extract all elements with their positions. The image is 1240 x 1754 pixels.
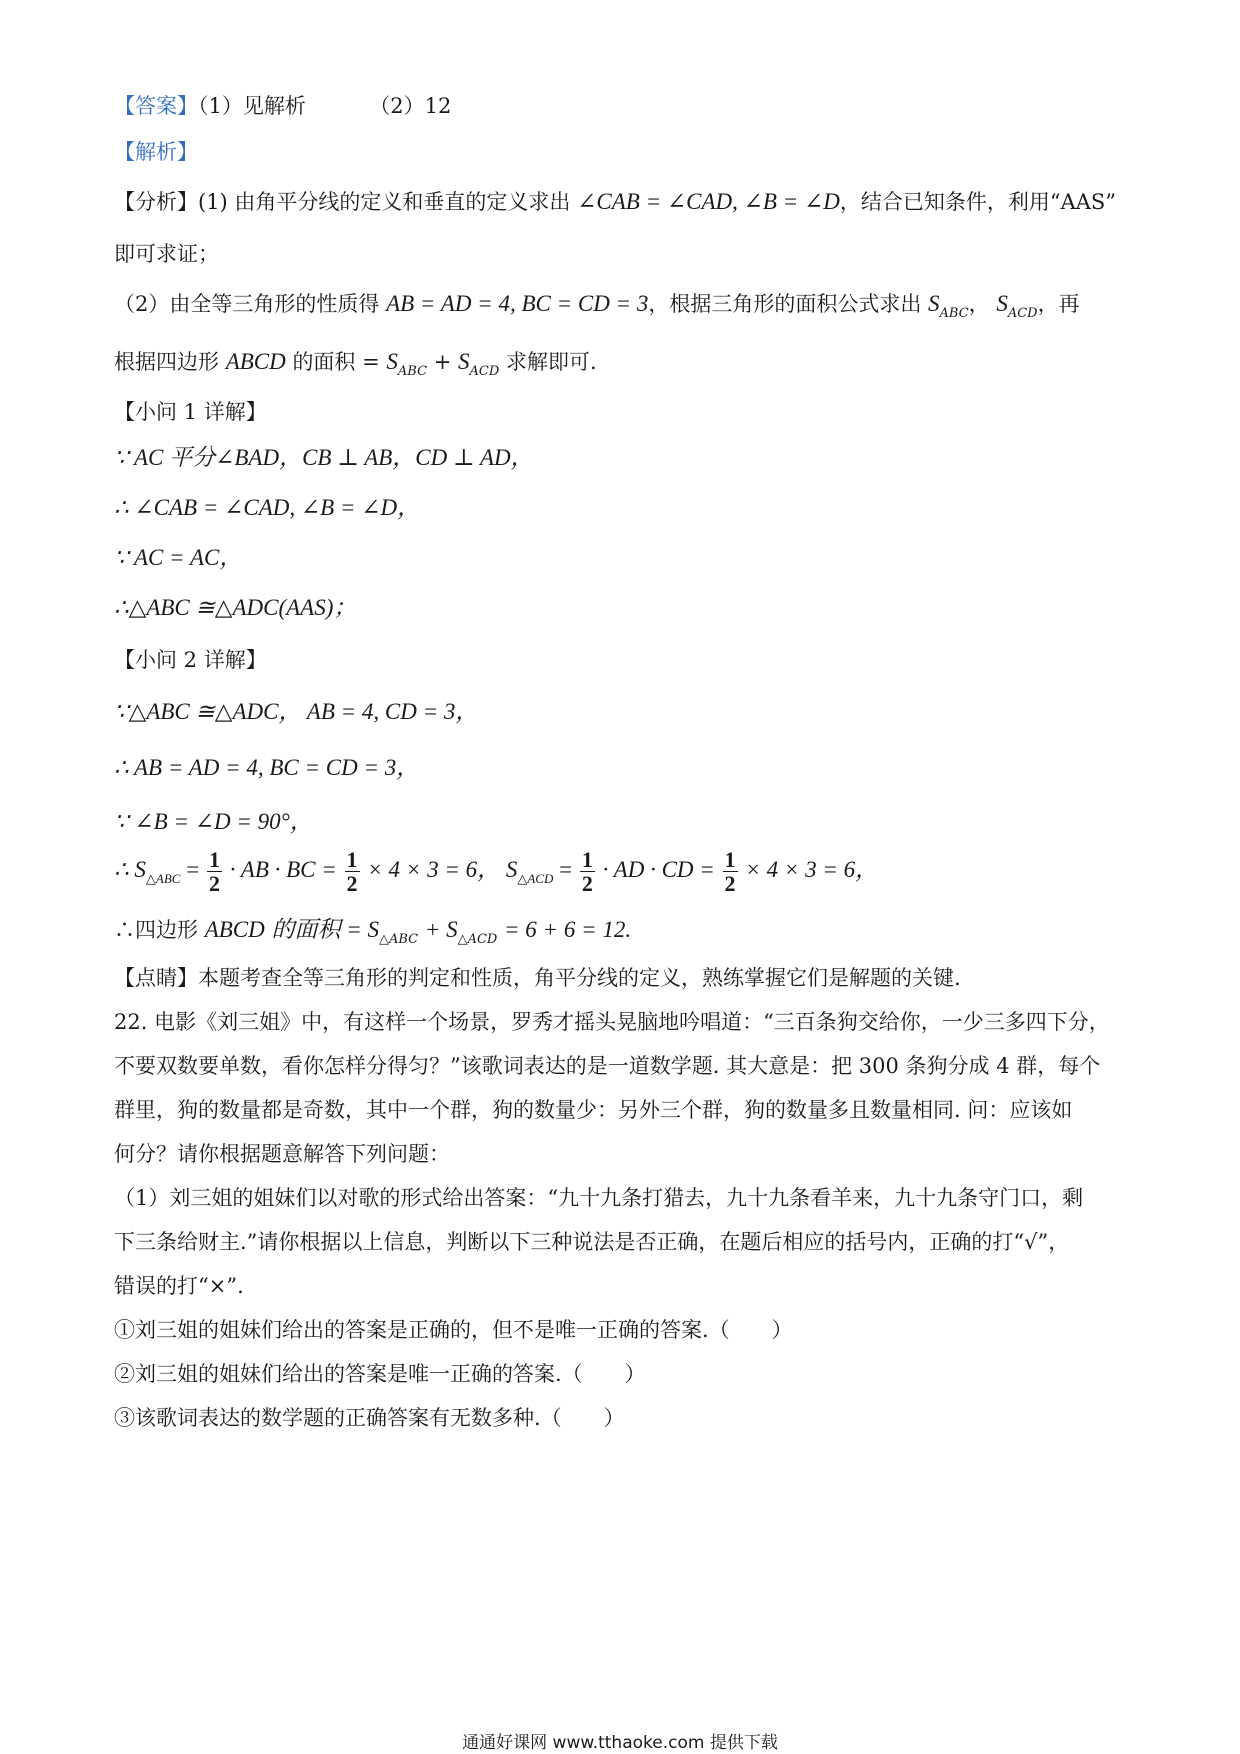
- fenxi-l1-math: ∠CAB = ∠CAD, ∠B = ∠D: [577, 189, 840, 214]
- q2-line-2: ∴ AB = AD = 4, BC = CD = 3，: [114, 755, 420, 780]
- fenxi-l3-text: （2）由全等三角形的性质得: [114, 292, 380, 316]
- q2-tag: 【小问 2 详解】: [114, 648, 267, 672]
- fenxi-l3-s2: S: [996, 291, 1008, 316]
- fenxi-l4-tail: 求解即可.: [505, 350, 597, 374]
- frac4-num: 1: [724, 847, 736, 872]
- q2-l4-sub2: △ACD: [517, 870, 554, 886]
- fenxi-l3-sep: ，: [968, 292, 990, 316]
- q2-l4-e: × 4 × 3 = 6，: [745, 856, 879, 882]
- analysis-tag: 【解析】: [114, 140, 198, 164]
- fenxi-l3-s1: S: [928, 291, 940, 316]
- frac3-den: 2: [581, 871, 593, 897]
- problem22-line-2: 不要双数要单数，看你怎样分得匀？”该歌词表达的是一道数学题. 其大意是：把 300 条狗分成 4 群，每个: [114, 1054, 1101, 1078]
- fraction-half-3: [580, 848, 595, 895]
- fenxi-l3-mid: ，根据三角形的面积公式求出: [648, 292, 922, 316]
- answer-line: [114, 96, 451, 117]
- fraction-half-2: [345, 848, 360, 895]
- q2-l4-sub1: △ABC: [145, 870, 181, 886]
- frac2-num: 1: [346, 847, 358, 872]
- fenxi-line-1: [114, 190, 1116, 213]
- dianjing-line: [114, 968, 961, 989]
- q1-line-4: ∴△ABC ≅△ADC(AAS)；: [114, 595, 357, 620]
- page-footer: 通通好课网 www.tthaoke.com 提供下载: [462, 1733, 778, 1753]
- q2-l4-c: × 4 × 3 = 6， S: [367, 856, 518, 882]
- fenxi-l4-plus: +: [433, 350, 452, 374]
- fenxi-l4-text: 根据四边形: [114, 350, 219, 374]
- q2-l4-b: · AB · BC =: [229, 856, 337, 882]
- fraction-half-4: [723, 848, 738, 895]
- answer-tag: 【答案】: [114, 94, 198, 118]
- q2-l4-eq2: =: [559, 856, 573, 882]
- fenxi-l3-tail: ，再: [1037, 292, 1080, 316]
- q1-tag: 【小问 1 详解】: [114, 400, 267, 424]
- dianjing-text: 本题考查全等三角形的判定和性质，角平分线的定义，熟练掌握它们是解题的关键.: [198, 966, 961, 990]
- q2-l5-c: + S: [424, 917, 458, 942]
- fenxi-line-3: [114, 291, 1080, 321]
- problem22-line-7: 错误的打“×”.: [114, 1274, 244, 1298]
- fenxi-l4-s1-sub: ABC: [397, 364, 428, 379]
- fenxi-l4-s2-sub: ACD: [469, 364, 500, 379]
- q2-l4-eq1: =: [186, 856, 200, 882]
- fenxi-line-2: 即可求证；: [114, 242, 219, 266]
- fenxi-tag: 【分析】: [114, 190, 198, 214]
- q2-l5-sub2: △ACD: [457, 932, 498, 947]
- q2-line-5: [114, 917, 632, 947]
- q1-line-2: ∴ ∠CAB = ∠CAD, ∠B = ∠D，: [114, 495, 421, 520]
- fenxi-l4-abcd: ABCD: [225, 349, 286, 374]
- q2-l4-start: ∴ S: [114, 856, 146, 882]
- frac4-den: 2: [724, 871, 736, 897]
- q2-line-3: ∵ ∠B = ∠D = 90°，: [114, 809, 313, 834]
- problem22-line-3: 群里，狗的数量都是奇数，其中一个群，狗的数量少：另外三个群，狗的数量多且数量相同. 问：应该如: [114, 1098, 1073, 1122]
- dianjing-tag: 【点睛】: [114, 966, 198, 990]
- q2-l5-start: ∴四边形: [114, 918, 198, 942]
- q2-line-4: [114, 848, 878, 895]
- answer-part1: （1）见解析: [198, 94, 306, 118]
- problem22-line-1: 22. 电影《刘三姐》中，有这样一个场景，罗秀才摇头晃脑地吟唱道：“三百条狗交给你，一少三多四下分，: [114, 1010, 1110, 1034]
- problem22-item-1: ①刘三姐的姐妹们给出的答案是正确的，但不是唯一正确的答案.（ ）: [114, 1318, 793, 1342]
- frac1-den: 2: [208, 871, 220, 897]
- fenxi-l1-tail: ，结合已知条件，利用“AAS”: [839, 190, 1117, 214]
- fenxi-l4-s2: S: [458, 349, 470, 374]
- q2-l5-d: = 6 + 6 = 12.: [504, 917, 632, 942]
- fenxi-l3-s2-sub: ACD: [1007, 306, 1038, 321]
- q1-line-3: ∵ AC = AC，: [114, 545, 243, 570]
- fenxi-line-4: [114, 349, 597, 379]
- fenxi-l1-text: (1) 由角平分线的定义和垂直的定义求出: [198, 190, 571, 214]
- fenxi-l4-s1: S: [386, 349, 398, 374]
- problem22-line-4: 何分？请你根据题意解答下列问题：: [114, 1142, 450, 1166]
- fenxi-l3-s1-sub: ABC: [939, 306, 969, 321]
- answer-part2: （2）12: [369, 94, 452, 118]
- fenxi-l3-math: AB = AD = 4, BC = CD = 3: [386, 291, 649, 316]
- problem22-item-3: ③该歌词表达的数学题的正确答案有无数多种.（ ）: [114, 1406, 625, 1430]
- frac2-den: 2: [346, 871, 358, 897]
- q2-l4-d: · AD · CD =: [602, 856, 715, 882]
- problem22-line-6: 下三条给财主.”请你根据以上信息，判断以下三种说法是否正确，在题后相应的括号内，正确的打“√”，: [114, 1230, 1070, 1254]
- q2-l5-sub1: △ABC: [378, 932, 419, 947]
- q1-line-1: ∵ AC 平分∠BAD，CB ⊥ AB，CD ⊥ AD，: [114, 445, 534, 470]
- problem22-line-5: （1）刘三姐的姐妹们以对歌的形式给出答案：“九十九条打猎去，九十九条看羊来，九十九条守门口，剩: [114, 1186, 1084, 1210]
- frac3-num: 1: [581, 847, 593, 872]
- fenxi-l4-mid: 的面积 =: [292, 350, 380, 374]
- fraction-half-1: [207, 848, 222, 895]
- frac1-num: 1: [208, 847, 220, 872]
- q2-l5-abcd: ABCD: [204, 917, 265, 942]
- q2-l5-b: 的面积 = S: [271, 917, 379, 942]
- problem22-item-2: ②刘三姐的姐妹们给出的答案是唯一正确的答案.（ ）: [114, 1362, 646, 1386]
- q2-line-1: ∵△ABC ≅△ADC， AB = 4, CD = 3，: [114, 699, 479, 724]
